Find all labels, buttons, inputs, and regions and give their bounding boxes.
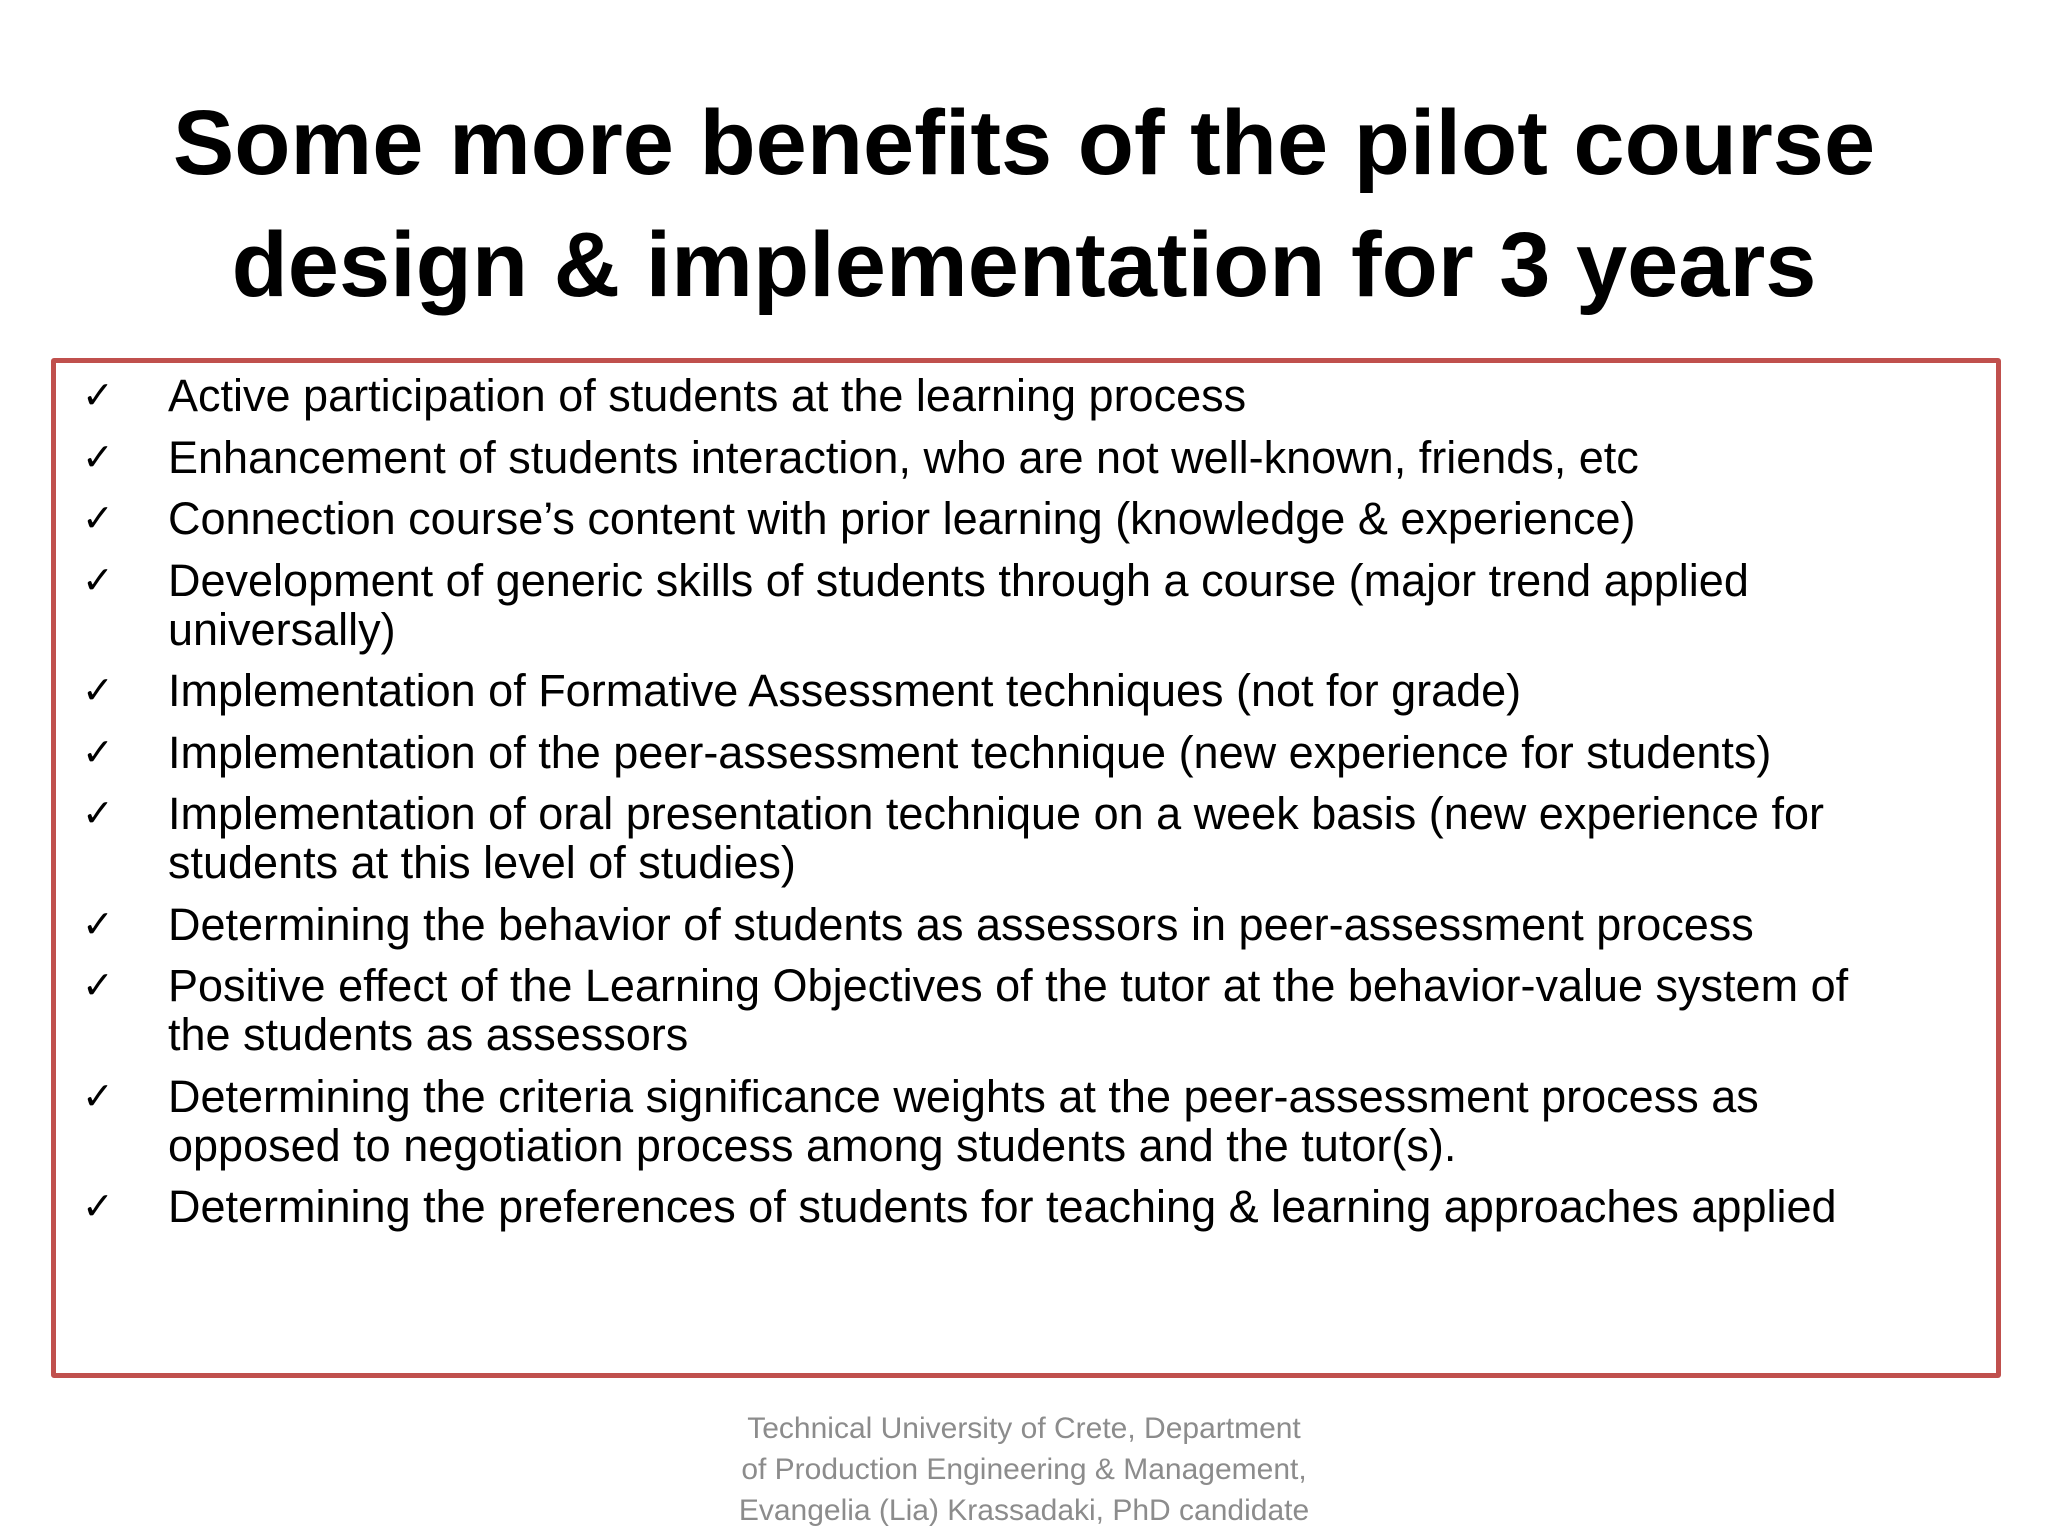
list-item [76,433,1976,482]
bullet-text-line: Implementation of the peer-assessment technique (new experience for students) [168,726,1772,778]
bullet-text-line: Determining the behavior of students as assessors in peer-assessment process [168,898,1754,950]
bullet-text [168,1182,1976,1231]
list-item [76,1182,1976,1231]
bullet-text [168,666,1976,715]
footer-line-3: Evangelia (Lia) Krassadaki, PhD candidate [738,1494,1310,1527]
bullet-text-line: Active participation of students at the learning process [168,370,1247,421]
bullet-text-line: Determining the preferences of students for teaching & learning approaches applied [168,1181,1837,1232]
checkmark-icon: ✓ [82,557,114,602]
bullet-text-line: Enhancement of students interaction, who are not well-known, friends, etc [168,431,1639,483]
checkmark-icon: ✓ [82,668,114,712]
list-item [76,1072,1976,1170]
bullet-text-line: Implementation of oral presentation technique on a week basis (new experience for [168,788,1824,839]
bullet-text-line: Development of generic skills of students through a course (major trend applied [168,554,1749,606]
bullet-text [168,789,1976,887]
slide-title-line-1: Some more benefits of the pilot course [172,92,1876,194]
checkmark-icon: ✓ [82,496,114,540]
bullet-text-line: Positive effect of the Learning Objectives of the tutor at the behavior-value system of [168,960,1849,1011]
bullet-text-line: opposed to negotiation process among students and the tutor(s). [168,1119,1457,1171]
bullet-text [168,728,1976,777]
bullet-text [168,961,1976,1059]
bullet-text-line: Determining the criteria significance weights at the peer-assessment process as [168,1070,1759,1122]
bullet-text-line: Implementation of Formative Assessment techniques (not for grade) [168,665,1522,716]
checkmark-icon: ✓ [82,791,114,835]
checkmark-icon: ✓ [82,901,114,946]
checkmark-icon: ✓ [82,1073,114,1118]
checkmark-icon: ✓ [82,434,114,479]
bullet-text [168,371,1976,420]
bullet-text-line: Connection course’s content with prior learning (knowledge & experience) [168,493,1636,544]
bullet-text [168,433,1976,482]
footer-line-1: Technical University of Crete, Department [747,1412,1301,1445]
bullet-text-line: students at this level of studies) [168,837,796,888]
list-item [76,556,1976,654]
bullet-text-line: universally) [168,603,396,655]
list-item [76,371,1976,420]
list-item [76,900,1976,949]
checkmark-icon: ✓ [82,963,114,1007]
list-item [76,728,1976,777]
benefits-box [51,358,2001,1378]
checkmark-icon: ✓ [82,1184,114,1228]
list-item [76,666,1976,715]
list-item [76,789,1976,887]
bullet-text [168,900,1976,949]
bullet-text-line: the students as assessors [168,1009,689,1060]
checkmark-icon: ✓ [82,729,114,774]
footer-credits [624,1408,1424,1531]
bullet-text [168,1072,1976,1170]
footer-line-2: of Production Engineering & Management, [741,1453,1307,1486]
benefits-list [76,371,1976,1244]
bullet-text [168,494,1976,543]
list-item [76,961,1976,1059]
checkmark-icon: ✓ [82,373,114,417]
bullet-text [168,556,1976,654]
slide-title-line-2: design & implementation for 3 years [231,214,1817,316]
list-item [76,494,1976,543]
slide-title [100,82,1948,326]
